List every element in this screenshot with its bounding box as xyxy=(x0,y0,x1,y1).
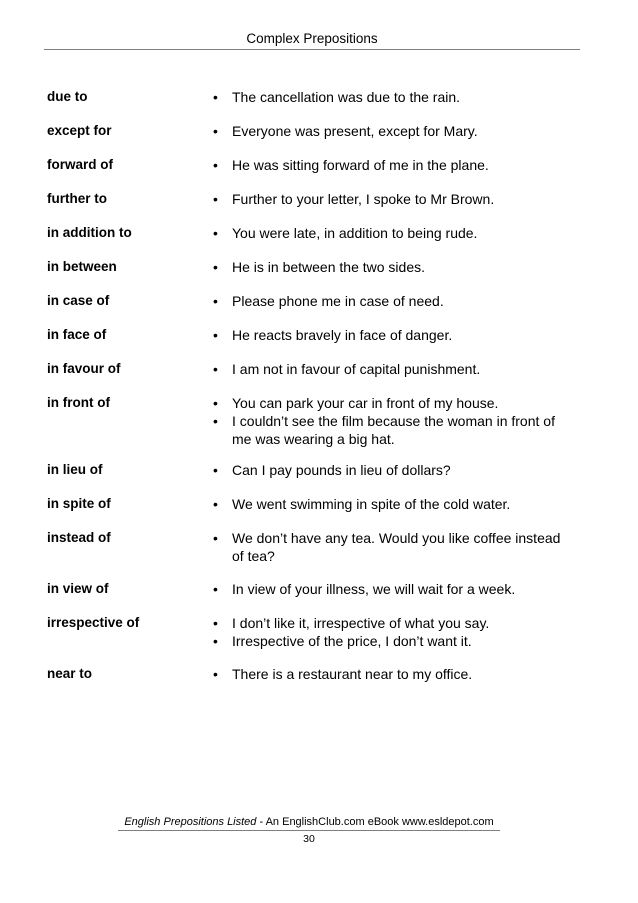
example-sentence xyxy=(212,292,572,310)
example-list xyxy=(212,156,572,174)
preposition-term: in spite of xyxy=(47,496,111,511)
preposition-entry xyxy=(47,665,572,683)
preposition-term: in case of xyxy=(47,293,110,308)
preposition-entry xyxy=(47,461,572,479)
example-list xyxy=(212,614,572,650)
example-text: Everyone was present, except for Mary. xyxy=(232,123,478,139)
preposition-entry xyxy=(47,122,572,140)
bullet-icon: • xyxy=(213,615,218,631)
preposition-entry xyxy=(47,394,572,448)
preposition-term: due to xyxy=(47,89,88,104)
example-sentence xyxy=(212,224,572,242)
page-number: 30 xyxy=(303,833,315,845)
example-text: He reacts bravely in face of danger. xyxy=(232,327,453,343)
example-sentence xyxy=(212,360,572,378)
example-list xyxy=(212,461,572,479)
example-text: The cancellation was due to the rain. xyxy=(232,89,461,105)
bullet-icon: • xyxy=(213,462,218,478)
preposition-entry xyxy=(47,224,572,242)
preposition-entry xyxy=(47,360,572,378)
example-text: Can I pay pounds in lieu of dollars? xyxy=(232,462,451,478)
preposition-entry xyxy=(47,190,572,208)
bullet-icon: • xyxy=(213,123,218,139)
bullet-icon: • xyxy=(213,225,218,241)
preposition-entry xyxy=(47,258,572,276)
example-sentence xyxy=(212,632,572,650)
bullet-icon: • xyxy=(213,361,218,377)
bullet-icon: • xyxy=(213,581,218,597)
example-list xyxy=(212,190,572,208)
bullet-icon: • xyxy=(213,633,218,649)
example-list xyxy=(212,292,572,310)
example-list xyxy=(212,326,572,344)
page-header xyxy=(44,30,580,50)
example-sentence xyxy=(212,461,572,479)
footer-book-title: English Prepositions Listed xyxy=(124,816,257,828)
preposition-term: in view of xyxy=(47,581,109,596)
example-text: You were late, in addition to being rude. xyxy=(232,225,478,241)
example-sentence xyxy=(212,614,572,632)
preposition-entry xyxy=(47,88,572,106)
example-sentence xyxy=(212,394,572,412)
bullet-icon: • xyxy=(213,666,218,682)
preposition-entry xyxy=(47,156,572,174)
example-sentence xyxy=(212,122,572,140)
example-list xyxy=(212,529,572,565)
example-list xyxy=(212,360,572,378)
bullet-icon: • xyxy=(213,191,218,207)
example-text: Irrespective of the price, I don’t want it. xyxy=(232,633,472,649)
preposition-term: except for xyxy=(47,123,112,138)
example-text: In view of your illness, we will wait for a week. xyxy=(232,581,516,597)
example-list xyxy=(212,224,572,242)
example-sentence xyxy=(212,326,572,344)
footer-book-credit: - An EnglishClub.com eBook www.esldepot.com xyxy=(256,816,494,828)
example-sentence xyxy=(212,495,572,513)
preposition-term: in face of xyxy=(47,327,107,342)
example-sentence xyxy=(212,258,572,276)
example-list xyxy=(212,665,572,683)
example-sentence xyxy=(212,190,572,208)
bullet-icon: • xyxy=(213,89,218,105)
example-list xyxy=(212,258,572,276)
example-sentence xyxy=(212,529,572,565)
preposition-term: further to xyxy=(47,191,107,206)
preposition-entry xyxy=(47,580,572,598)
preposition-term: instead of xyxy=(47,530,111,545)
bullet-icon: • xyxy=(213,530,218,546)
preposition-term: near to xyxy=(47,666,93,681)
preposition-term: forward of xyxy=(47,157,113,172)
preposition-entry xyxy=(47,292,572,310)
bullet-icon: • xyxy=(213,259,218,275)
preposition-entry xyxy=(47,614,572,650)
example-sentence xyxy=(212,156,572,174)
example-list xyxy=(212,88,572,106)
preposition-term: in front of xyxy=(47,395,110,410)
example-sentence xyxy=(212,580,572,598)
example-text: I don’t like it, irrespective of what you say. xyxy=(232,615,490,631)
bullet-icon: • xyxy=(213,293,218,309)
preposition-term: in addition to xyxy=(47,225,132,240)
example-text: We don’t have any tea. Would you like coffee instead of tea? xyxy=(232,530,561,564)
example-list xyxy=(212,122,572,140)
example-text: He is in between the two sides. xyxy=(232,259,425,275)
example-text: I couldn’t see the film because the woman in front of me was wearing a big hat. xyxy=(232,413,555,447)
footer-credit xyxy=(118,816,500,831)
bullet-icon: • xyxy=(213,395,218,411)
example-text: He was sitting forward of me in the plane. xyxy=(232,157,489,173)
example-text: I am not in favour of capital punishment. xyxy=(232,361,481,377)
preposition-term: in lieu of xyxy=(47,462,103,477)
page-title: Complex Prepositions xyxy=(246,31,378,46)
example-list xyxy=(212,394,572,448)
example-list xyxy=(212,495,572,513)
bullet-icon: • xyxy=(213,157,218,173)
example-text: You can park your car in front of my house. xyxy=(232,395,499,411)
bullet-icon: • xyxy=(213,496,218,512)
example-text: We went swimming in spite of the cold water. xyxy=(232,496,511,512)
example-list xyxy=(212,580,572,598)
example-sentence xyxy=(212,88,572,106)
example-text: There is a restaurant near to my office. xyxy=(232,666,473,682)
page-footer xyxy=(118,816,500,846)
preposition-entry xyxy=(47,529,572,565)
example-text: Further to your letter, I spoke to Mr Brown. xyxy=(232,191,495,207)
preposition-entry xyxy=(47,326,572,344)
preposition-term: irrespective of xyxy=(47,615,140,630)
preposition-term: in favour of xyxy=(47,361,121,376)
bullet-icon: • xyxy=(213,413,218,429)
example-sentence xyxy=(212,412,572,448)
example-text: Please phone me in case of need. xyxy=(232,293,444,309)
preposition-entry xyxy=(47,495,572,513)
bullet-icon: • xyxy=(213,327,218,343)
preposition-term: in between xyxy=(47,259,117,274)
example-sentence xyxy=(212,665,572,683)
